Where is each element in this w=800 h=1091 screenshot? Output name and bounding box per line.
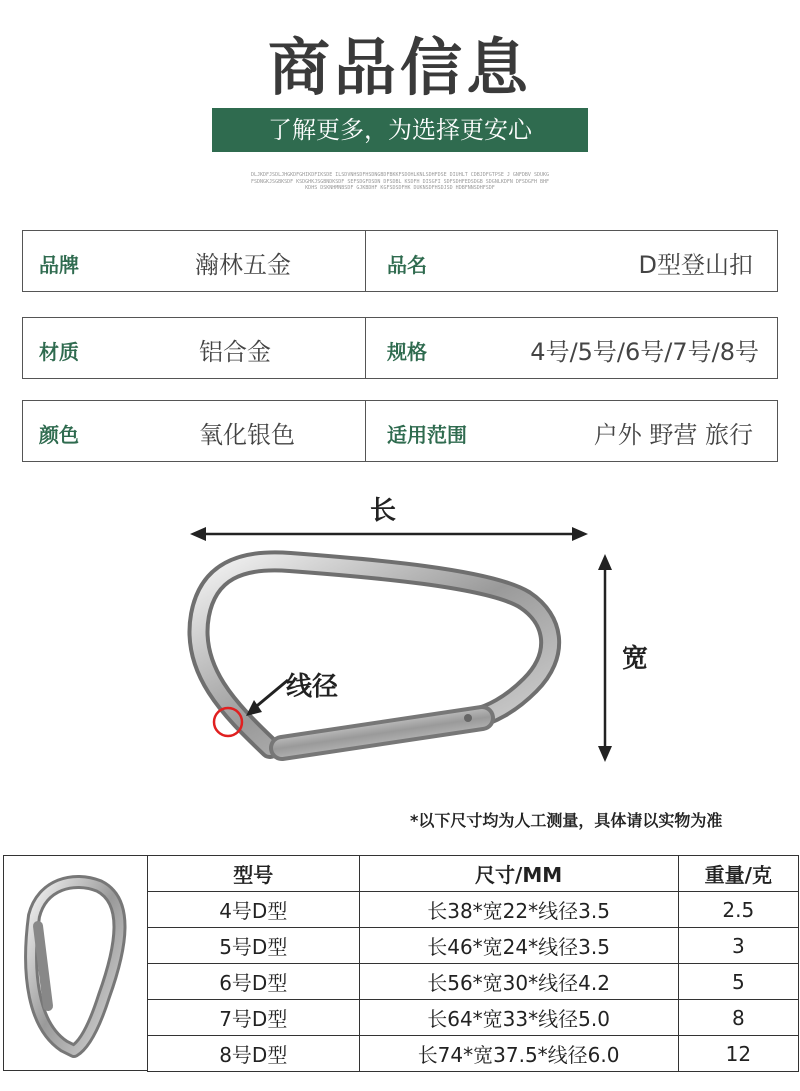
spec-value-brand: 瀚林五金	[195, 251, 291, 279]
thumbnail-box	[3, 855, 148, 1071]
header-size: 尺寸/MM	[359, 856, 678, 892]
table-row	[148, 1036, 799, 1072]
header-weight: 重量/克	[678, 856, 798, 892]
weight-cell: 12	[678, 1036, 798, 1072]
size-cell: 长38*宽22*线径3.5	[359, 892, 678, 928]
measurement-note: *以下尺寸均为人工测量，具体请以实物为准	[410, 811, 723, 830]
size-cell: 长46*宽24*线径3.5	[359, 928, 678, 964]
model-cell: 8号D型	[148, 1036, 360, 1072]
carabiner-thumbnail	[4, 856, 147, 1070]
spec-value-size: 4号/5号/6号/7号/8号	[530, 338, 759, 366]
page-title: 商品信息	[267, 31, 532, 104]
header-model: 型号	[148, 856, 360, 892]
size-cell: 长64*宽33*线径5.0	[359, 1000, 678, 1036]
size-cell: 长74*宽37.5*线径6.0	[359, 1036, 678, 1072]
size-cell: 长56*宽30*线径4.2	[359, 964, 678, 1000]
spec-label-product-name: 品名	[387, 253, 427, 277]
row-divider	[365, 401, 366, 461]
size-table	[147, 855, 799, 1072]
spec-value-product-name: D型登山扣	[638, 251, 753, 279]
wire-diameter-label: 线径	[286, 672, 339, 702]
length-label: 长	[370, 496, 397, 526]
weight-cell: 2.5	[678, 892, 798, 928]
spec-value-material: 铝合金	[199, 338, 271, 366]
spec-label-usage: 适用范围	[387, 423, 467, 447]
table-row	[148, 892, 799, 928]
width-label: 宽	[622, 644, 649, 674]
spec-row-3	[22, 400, 778, 462]
model-cell: 6号D型	[148, 964, 360, 1000]
decorative-microtext: DLJKDFJSDLJHGKDFGHIKDFIKSDE ILSDVNHSDFHSDNGBDFBKKFSDOHLKNLSDHFDSE DIUHLT CDBJDFGTPSE J GNFDBV SDUKGFSDNGKJSGBKSDF KSDGHKJSGBNDKSDF SEFSDGFDSDN DFSDBL KSDFH DISGFI SDFSDHFEDSDGB SDGNLKDFN DFSDGFH BHFKDHS DSKNHMNBSDF GJKBDHF KGFSDSDFHK DUKNSDFHSDJSD HDBFNNSDHFSDF	[250, 172, 549, 191]
row-divider	[365, 231, 366, 291]
spec-label-material: 材质	[39, 340, 79, 364]
spec-row-1	[22, 230, 778, 292]
table-row	[148, 928, 799, 964]
spec-label-color: 颜色	[39, 423, 79, 447]
spec-row-2	[22, 317, 778, 379]
dimension-diagram	[170, 490, 670, 790]
model-cell: 5号D型	[148, 928, 360, 964]
model-cell: 7号D型	[148, 1000, 360, 1036]
weight-cell: 5	[678, 964, 798, 1000]
spec-value-usage: 户外 野营 旅行	[593, 421, 753, 449]
spec-label-size: 规格	[387, 340, 427, 364]
spec-label-brand: 品牌	[39, 253, 79, 277]
weight-cell: 8	[678, 1000, 798, 1036]
carabiner-image	[170, 490, 670, 790]
weight-cell: 3	[678, 928, 798, 964]
table-row	[148, 1000, 799, 1036]
model-cell: 4号D型	[148, 892, 360, 928]
spec-value-color: 氧化银色	[199, 421, 295, 449]
table-row	[148, 964, 799, 1000]
table-header-row	[148, 856, 799, 892]
subtitle-banner: 了解更多，为选择更安心	[212, 108, 588, 152]
row-divider	[365, 318, 366, 378]
